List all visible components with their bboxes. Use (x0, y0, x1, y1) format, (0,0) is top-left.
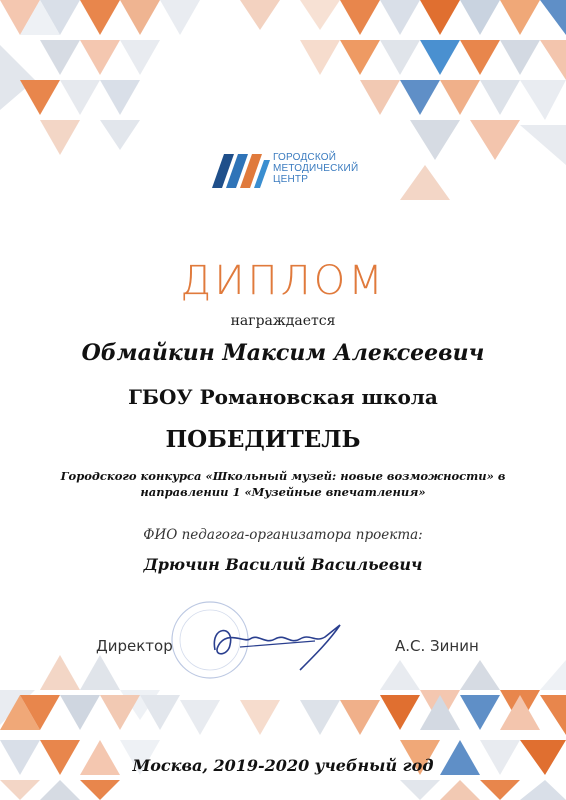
recipient-name: Обмайкин Максим Алексеевич (81, 340, 485, 366)
awarded-label: награждается (230, 313, 336, 329)
contest-line-1: Городского конкурса «Школьный музей: новые возможности» в (60, 469, 506, 483)
signature-stamp-icon (140, 595, 360, 680)
teacher-label: ФИО педагога-организатора проекта: (143, 527, 423, 543)
diploma-title: ДИПЛОМ (180, 258, 386, 304)
director-name: А.С. Зинин (395, 637, 479, 655)
director-label: Директор (96, 637, 173, 655)
school-name: ГБОУ Романовская школа (128, 385, 438, 409)
award-status: ПОБЕДИТЕЛЬ (165, 426, 361, 453)
contest-description (0, 468, 566, 500)
logo-text (273, 152, 358, 185)
footer-place-year: Москва, 2019-2020 учебный год (132, 756, 434, 775)
logo-line-3: ЦЕНТР (273, 174, 309, 185)
teacher-name: Дрючин Василий Васильевич (143, 555, 423, 574)
contest-line-2: направлении 1 «Музейные впечатления» (140, 485, 426, 499)
logo-line-2: МЕТОДИЧЕСКИЙ (273, 163, 359, 174)
logo-line-1: ГОРОДСКОЙ (273, 152, 337, 163)
